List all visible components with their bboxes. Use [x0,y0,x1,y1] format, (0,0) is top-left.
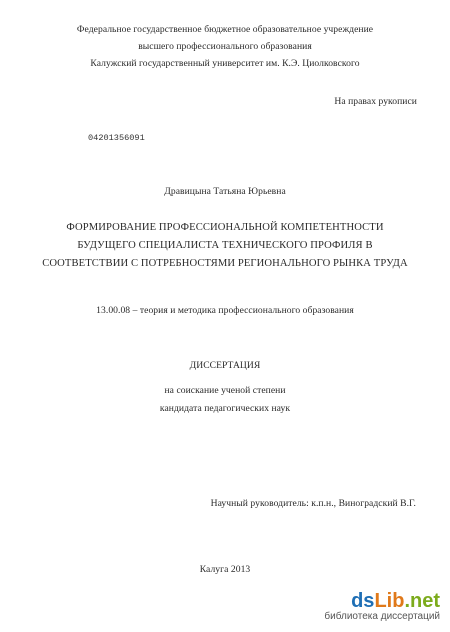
author-name: Дравицына Татьяна Юрьевна [164,186,286,197]
degree-line-2: кандидата педагогических наук [159,403,291,414]
title-line-1: ФОРМИРОВАНИЕ ПРОФЕССИОНАЛЬНОЙ КОМПЕТЕНТНОСТИ [66,222,384,233]
dslib-wordmark [351,590,440,612]
degree-line-1: на соискание ученой степени [164,385,286,396]
dslib-watermark-logo [290,590,440,626]
header-institution-type: Федеральное государственное бюджетное образовательное учреждение [76,24,374,35]
header-education-level: высшего профессионального образования [138,41,312,52]
supervisor: Научный руководитель: к.п.н., Виноградский В.Г. [210,498,416,509]
city-year: Калуга 2013 [199,564,251,575]
specialty-code: 13.00.08 – теория и методика профессионального образования [96,305,354,316]
header-university-name: Калужский государственный университет им. К.Э. Циолковского [90,58,360,69]
wordmark-part-ds: ds [351,590,375,612]
wordmark-part-lib: Lib [374,590,405,612]
title-line-3: СООТВЕТСТВИИ С ПОТРЕБНОСТЯМИ РЕГИОНАЛЬНОГО РЫНКА ТРУДА [42,258,408,269]
title-line-2: БУДУЩЕГО СПЕЦИАЛИСТА ТЕХНИЧЕСКОГО ПРОФИЛЯ В [77,240,373,251]
catalog-number: 04201356091 [88,133,145,143]
rights-note: На правах рукописи [334,96,417,107]
dissertation-heading: ДИССЕРТАЦИЯ [189,360,261,371]
dslib-subtitle: библиотека диссертаций [324,611,440,622]
wordmark-part-net: .net [404,590,440,612]
